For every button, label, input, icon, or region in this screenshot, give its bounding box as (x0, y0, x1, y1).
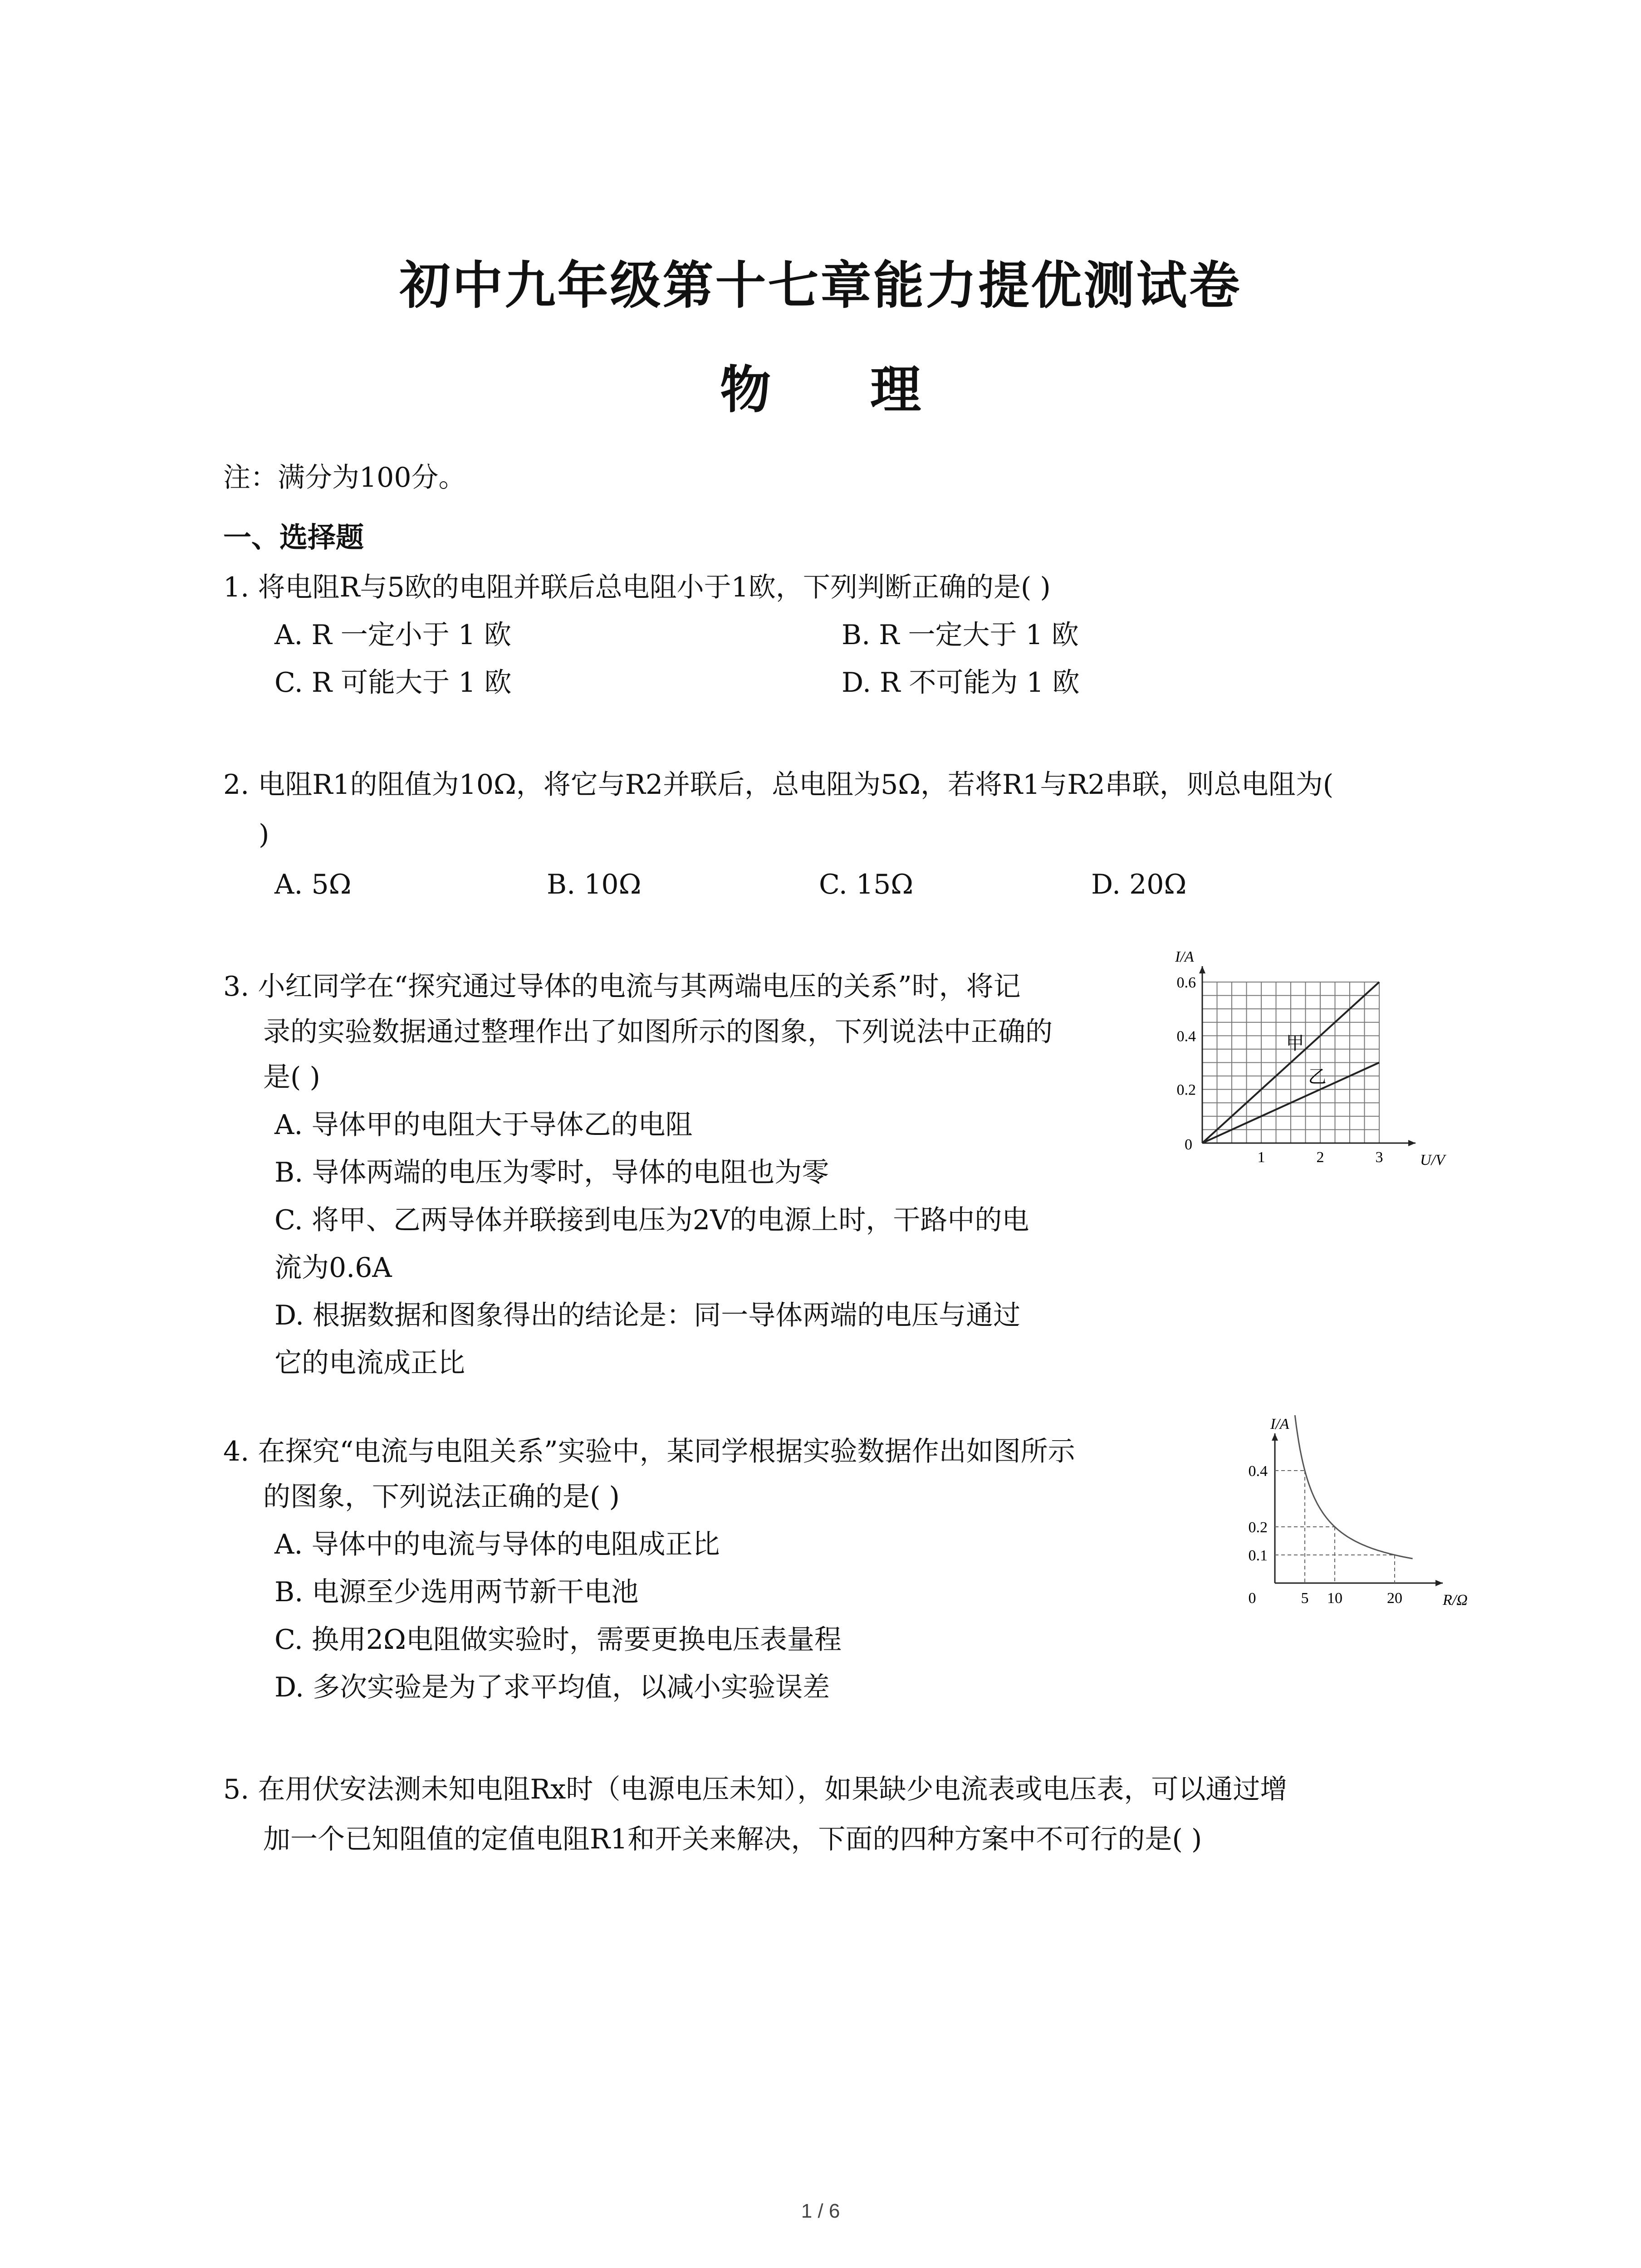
question-2-stem-line-2: ) (259, 819, 269, 850)
x-axis-label: U/V (1420, 1152, 1445, 1168)
question-1-option-d: D. R 不可能为 1 欧 (842, 667, 1080, 699)
question-4-option-a: A. 导体中的电流与导体的电阻成正比 (274, 1529, 720, 1560)
score-note: 注：满分为100分。 (223, 462, 466, 494)
question-3-option-c-cont: 流为0.6A (274, 1252, 392, 1284)
origin-label: 0 (1248, 1590, 1256, 1607)
question-3-option-a: A. 导体甲的电阻大于导体乙的电阻 (274, 1109, 693, 1141)
question-5-stem-line-2: 加一个已知阻值的定值电阻R1和开关来解决，下面的四种方案中不可行的是( ) (263, 1823, 1202, 1855)
x-tick-label: 10 (1327, 1590, 1342, 1607)
x-axis-label: R/Ω (1443, 1592, 1468, 1608)
y-axis-arrow (1272, 1433, 1278, 1441)
chart-current-vs-voltage (1161, 948, 1479, 1184)
subject-title: 物 理 (720, 361, 962, 420)
series-label: 甲 (1286, 1033, 1304, 1053)
question-4-stem-line-2: 的图象，下列说法正确的是( ) (263, 1481, 620, 1513)
series-curve (1294, 1415, 1412, 1559)
series-label: 乙 (1308, 1066, 1327, 1087)
page-title: 初中九年级第十七章能力提优测试卷 (399, 256, 1242, 315)
y-tick-label: 0.6 (1176, 974, 1196, 991)
question-2-option-b: B. 10Ω (547, 869, 642, 900)
question-3-stem-line-3: 是( ) (263, 1061, 320, 1093)
x-axis-arrow (1435, 1580, 1443, 1586)
x-tick-label: 1 (1257, 1149, 1265, 1166)
question-2-option-a: A. 5Ω (274, 869, 352, 900)
x-tick-label: 2 (1316, 1149, 1324, 1166)
y-tick-label: 0.1 (1248, 1547, 1268, 1564)
y-axis-label: I/A (1175, 948, 1194, 965)
question-1-option-a: A. R 一定小于 1 欧 (274, 619, 512, 651)
question-1-stem: 1. 将电阻R与5欧的电阻并联后总电阻小于1欧，下列判断正确的是( ) (223, 572, 1051, 603)
question-3-option-d-cont: 它的电流成正比 (274, 1347, 465, 1379)
section-heading: 一、选择题 (223, 521, 364, 554)
x-tick-label: 5 (1301, 1590, 1309, 1607)
question-2-option-d: D. 20Ω (1091, 869, 1187, 900)
question-4-option-b: B. 电源至少选用两节新干电池 (274, 1576, 639, 1608)
x-axis-arrow (1408, 1140, 1416, 1146)
y-axis-arrow (1199, 966, 1205, 973)
question-4-option-d: D. 多次实验是为了求平均值，以减小实验误差 (274, 1672, 830, 1703)
y-tick-label: 0.2 (1176, 1081, 1196, 1099)
question-4-stem-line-1: 4. 在探究“电流与电阻关系”实验中，某同学根据实验数据作出如图所示 (223, 1436, 1075, 1467)
question-3-option-c: C. 将甲、乙两导体并联接到电压为2V的电源上时，干路中的电 (274, 1204, 1029, 1236)
chart-current-vs-resistance (1225, 1415, 1479, 1619)
question-1-option-c: C. R 可能大于 1 欧 (274, 667, 512, 699)
page-number: 1 / 6 (801, 2200, 840, 2222)
question-2-option-c: C. 15Ω (819, 869, 914, 900)
question-5-stem-line-1: 5. 在用伏安法测未知电阻Rx时（电源电压未知），如果缺少电流表或电压表，可以通过增 (223, 1774, 1288, 1805)
y-tick-label: 0.4 (1176, 1028, 1196, 1045)
y-axis-label: I/A (1270, 1416, 1289, 1432)
question-4-option-c: C. 换用2Ω电阻做实验时，需要更换电压表量程 (274, 1624, 842, 1656)
question-3-stem-line-2: 录的实验数据通过整理作出了如图所示的图象，下列说法中正确的 (263, 1016, 1053, 1048)
question-2-stem-line-1: 2. 电阻R1的阻值为10Ω，将它与R2并联后，总电阻为5Ω，若将R1与R2串联，则总电阻为( (223, 769, 1334, 801)
origin-label: 0 (1185, 1136, 1192, 1153)
question-3-option-b: B. 导体两端的电压为零时，导体的电阻也为零 (274, 1157, 829, 1188)
x-tick-label: 20 (1387, 1590, 1402, 1607)
x-tick-label: 3 (1375, 1149, 1383, 1166)
question-3-option-d: D. 根据数据和图象得出的结论是：同一导体两端的电压与通过 (274, 1300, 1021, 1331)
y-tick-label: 0.2 (1248, 1519, 1268, 1536)
question-1-option-b: B. R 一定大于 1 欧 (842, 619, 1079, 651)
question-3-stem-line-1: 3. 小红同学在“探究通过导体的电流与其两端电压的关系”时，将记 (223, 971, 1021, 1002)
y-tick-label: 0.4 (1248, 1463, 1268, 1480)
